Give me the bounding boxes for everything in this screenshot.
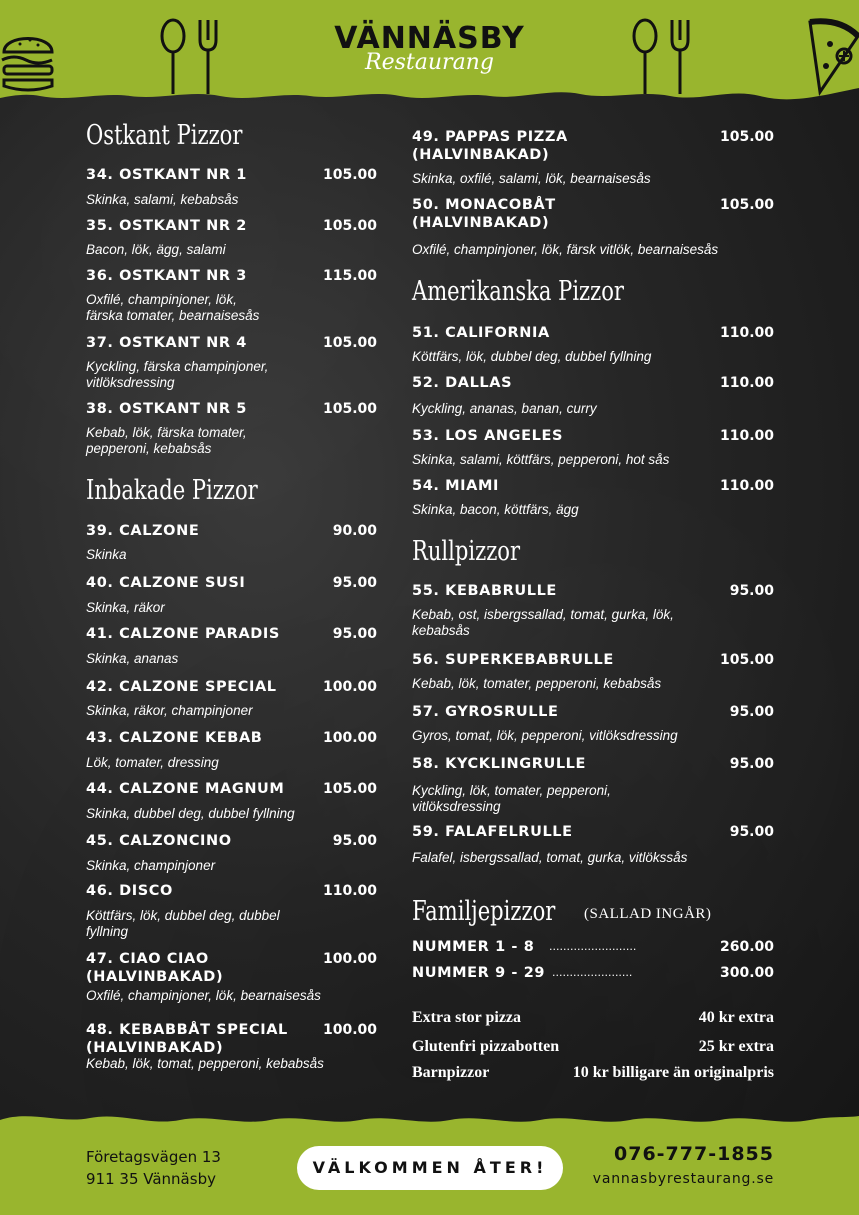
item-description: Kebab, ost, isbergssallad, tomat, gurka, lök, kebabsås: [412, 607, 674, 638]
item-price: 105.00: [719, 129, 774, 145]
item-name: 55. KEBABRULLE: [412, 583, 557, 599]
item-price: 105.00: [719, 652, 774, 668]
item-description: Skinka, räkor, champinjoner: [86, 703, 253, 718]
item-name: 47. CIAO CIAO (HALVINBAKAD): [86, 951, 224, 985]
item-description: Skinka, salami, köttfärs, pepperoni, hot sås: [412, 452, 670, 467]
logo-name: VÄNNÄSBY: [334, 21, 525, 56]
item-name: 52. DALLAS: [412, 375, 513, 391]
item-price: 90.00: [332, 523, 377, 539]
item-description: Skinka: [86, 547, 127, 562]
item-name: 50. MONACOBÅT (HALVINBAKAD): [412, 197, 556, 231]
item-name: 56. SUPERKEBABRULLE: [412, 652, 614, 668]
item-description: Kyckling, ananas, banan, curry: [412, 401, 597, 416]
item-name: 46. DISCO: [86, 883, 173, 899]
extra-value: 40 kr extra: [698, 1009, 774, 1026]
family-pizza-price: 300.00: [719, 965, 774, 981]
extra-label: Barnpizzor: [412, 1064, 490, 1081]
item-description: Skinka, oxfilé, salami, lök, bearnaisesås: [412, 171, 651, 186]
item-name: 38. OSTKANT NR 5: [86, 401, 247, 417]
item-name: 53. LOS ANGELES: [412, 428, 564, 444]
section-title-familj: Familjepizzor: [412, 896, 556, 927]
phone-number[interactable]: 076-777-1855: [614, 1143, 774, 1165]
item-name: 49. PAPPAS PIZZA (HALVINBAKAD): [412, 129, 568, 163]
item-price: 100.00: [322, 679, 377, 695]
family-pizza-price: 260.00: [719, 939, 774, 955]
item-price: 95.00: [729, 583, 774, 599]
item-price: 110.00: [322, 883, 377, 899]
item-price: 95.00: [332, 575, 377, 591]
logo-script: Restaurang: [365, 50, 494, 75]
item-description: Skinka, bacon, köttfärs, ägg: [412, 502, 579, 517]
left-column: [86, 0, 377, 1100]
item-name: 54. MIAMI: [412, 478, 500, 494]
item-price: 100.00: [322, 730, 377, 746]
item-name: 51. CALIFORNIA: [412, 325, 550, 341]
extra-value: 25 kr extra: [698, 1038, 774, 1055]
item-name: 43. CALZONE KEBAB: [86, 730, 263, 746]
item-price: 105.00: [322, 167, 377, 183]
section-title-rullpizzor: Rullpizzor: [412, 536, 521, 567]
item-name: 58. KYCKLINGRULLE: [412, 756, 587, 772]
footer-address: [86, 1146, 221, 1190]
item-description: Kebab, lök, färska tomater, pepperoni, kebabsås: [86, 425, 247, 456]
item-description: Skinka, ananas: [86, 651, 179, 666]
item-description: Kyckling, färska champinjoner, vitlöksdressing: [86, 359, 269, 390]
website-link[interactable]: vannasbyrestaurang.se: [592, 1171, 774, 1187]
item-description: Oxfilé, champinjoner, lök, bearnaisesås: [86, 988, 321, 1003]
item-name: 45. CALZONCINO: [86, 833, 232, 849]
item-description: Lök, tomater, dressing: [86, 755, 219, 770]
item-description: Kyckling, lök, tomater, pepperoni, vitlöksdressing: [412, 783, 611, 814]
item-name: 40. CALZONE SUSI: [86, 575, 246, 591]
item-description: Skinka, räkor: [86, 600, 165, 615]
item-description: Gyros, tomat, lök, pepperoni, vitlöksdressing: [412, 728, 678, 743]
item-price: 110.00: [719, 325, 774, 341]
item-price: 105.00: [719, 197, 774, 213]
address-line-1: Företagsvägen 13: [86, 1148, 221, 1166]
item-name: 59. FALAFELRULLE: [412, 824, 573, 840]
item-description: Köttfärs, lök, dubbel deg, dubbel fyllning: [86, 908, 280, 939]
item-description: Falafel, isbergssallad, tomat, gurka, vitlökssås: [412, 850, 688, 865]
item-price: 110.00: [719, 428, 774, 444]
item-price: 100.00: [322, 951, 377, 967]
item-price: 105.00: [322, 781, 377, 797]
item-name: 37. OSTKANT NR 4: [86, 335, 247, 351]
item-price: 95.00: [729, 704, 774, 720]
dot-leader: .........................: [549, 940, 637, 953]
item-price: 95.00: [729, 824, 774, 840]
item-name: 36. OSTKANT NR 3: [86, 268, 247, 284]
extra-value: 10 kr billigare än originalpris: [572, 1064, 774, 1081]
extra-label: Glutenfri pizzabotten: [412, 1038, 560, 1055]
item-description: Bacon, lök, ägg, salami: [86, 242, 226, 257]
familj-note: (SALLAD INGÅR): [584, 906, 712, 922]
item-name: 39. CALZONE: [86, 523, 200, 539]
dot-leader: .......................: [552, 966, 633, 979]
item-description: Kebab, lök, tomater, pepperoni, kebabsås: [412, 676, 662, 691]
family-pizza-name: NUMMER 9 - 29: [412, 965, 546, 981]
family-pizza-name: NUMMER 1 - 8: [412, 939, 535, 955]
item-price: 105.00: [322, 218, 377, 234]
item-name: 42. CALZONE SPECIAL: [86, 679, 277, 695]
item-name: 44. CALZONE MAGNUM: [86, 781, 285, 797]
item-price: 95.00: [332, 833, 377, 849]
section-title-inbakade: Inbakade Pizzor: [86, 475, 258, 506]
address-line-2: 911 35 Vännäsby: [86, 1170, 216, 1188]
item-price: 110.00: [719, 375, 774, 391]
item-description: Oxfilé, champinjoner, lök, färska tomater, bearnaisesås: [86, 292, 260, 323]
item-name: 35. OSTKANT NR 2: [86, 218, 247, 234]
item-description: Köttfärs, lök, dubbel deg, dubbel fyllning: [412, 349, 652, 364]
item-description: Oxfilé, champinjoner, lök, färsk vitlök, bearnaisesås: [412, 242, 719, 257]
extra-label: Extra stor pizza: [412, 1009, 522, 1026]
item-price: 105.00: [322, 335, 377, 351]
item-price: 100.00: [322, 1022, 377, 1038]
section-title-amerikanska: Amerikanska Pizzor: [412, 276, 624, 307]
item-price: 95.00: [729, 756, 774, 772]
welcome-badge: VÄLKOMMEN ÅTER!: [297, 1146, 563, 1190]
item-description: Skinka, salami, kebabsås: [86, 192, 239, 207]
item-price: 115.00: [322, 268, 377, 284]
item-name: 41. CALZONE PARADIS: [86, 626, 280, 642]
item-description: Skinka, champinjoner: [86, 858, 216, 873]
item-price: 95.00: [332, 626, 377, 642]
right-column: [412, 0, 774, 1100]
section-title-ostkant: Ostkant Pizzor: [86, 120, 243, 151]
item-description: Skinka, dubbel deg, dubbel fyllning: [86, 806, 295, 821]
item-price: 110.00: [719, 478, 774, 494]
item-name: 48. KEBABBÅT SPECIAL (HALVINBAKAD): [86, 1022, 288, 1056]
item-name: 34. OSTKANT NR 1: [86, 167, 247, 183]
item-name: 57. GYROSRULLE: [412, 704, 559, 720]
item-description: Kebab, lök, tomat, pepperoni, kebabsås: [86, 1056, 324, 1071]
item-price: 105.00: [322, 401, 377, 417]
